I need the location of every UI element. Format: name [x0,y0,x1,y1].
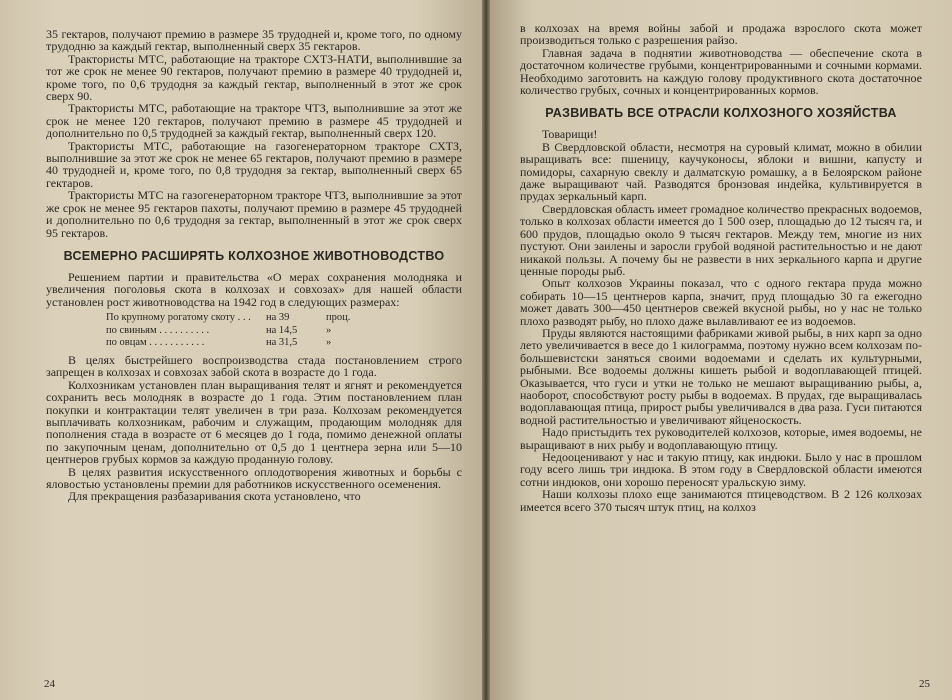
table-row [106,325,462,338]
page-number-left: 24 [44,678,55,690]
paragraph: Пруды являются настоящими фабриками живой рыбы, в них карп за одно лето увеличивается в весе до 1 килограмма, поэтому нужно всем колхозам по-большевистски заняться своими водоемами и сделать их культурными, рыбными. Все водоемы должны кишеть рыбой и водоплавающей птицей. Оказывается, что гуси и утки не только не мешают выращиванию рыбы, а, наоборот, способствуют росту рыбы в водоемах. В прудах, где выращивалась водоплавающая птица, прирост рыбы увеличивался в два раза. Гуси питаются водной растительностью и увеличивают яйценоскость. [520,325,922,427]
paragraph: В Свердловской области, несмотря на суровый климат, можно в обилии выращивать все: пшеницу, каучуконосы, яблоки и вишни, капусту и помидоры, сахарную свеклу и далматскую ромашку, а в Белоярском районе даже выращивают чай. Разводятся бронзовая индейка, культивируется в прудах зеркальный карп. [520,139,922,204]
table-row-value: на 39 [266,312,290,324]
table-row-value: на 31,5 [266,337,298,349]
left-page-bottom-text [46,354,462,503]
paragraph: в колхозах на время войны забой и продажа взрослого скота может производиться только с разрешения райзо. [520,21,922,48]
table-row-label: по овцам . . . . . . . . . . . [106,337,205,349]
paragraph: Для прекращения разбазаривания скота установлено, что [68,489,361,504]
table-row-value: на 14,5 [266,324,298,336]
left-section-intro: Решением партии и правительства «О мерах сохранения молодняка и увеличения поголовья скота в колхозах и совхозах» для нашей области установлен рост животноводства на 1942 год в следующих размерах: [46,269,462,309]
right-page-top-text [520,22,922,96]
paragraph: Трактористы МТС, работающие на тракторе ЧТЗ, выполнившие за этот же срок не менее 120 гектаров, получают премию в размере 45 трудодней и дополнительно по 0,5 трудодней за каждый гектар, выполненный сверх 120. [46,101,462,141]
paragraph: Товарищи! [542,127,598,142]
paragraph: Недооценивают у нас и такую птицу, как индюки. Было у нас в прошлом году всего лишь три индюка. В этом году в Свердловской области имеются сотни индюков, они хорошо переносят уральскую зиму. [520,450,922,489]
table-row-unit: » [326,324,332,336]
paragraph: Главная задача в поднятии животноводства — обеспечение скота в достаточном количестве грубыми, концентрированными и сочными кормами. Необходимо заготовить на каждую голову продуктивного скота достаточное количество грубых, сочных и концентрированных кормов. [520,45,922,98]
right-section-title: РАЗВИВАТЬ ВСЕ ОТРАСЛИ КОЛХОЗНОГО ХОЗЯЙСТВА [545,106,897,121]
left-section-title: ВСЕМЕРНО РАСШИРЯТЬ КОЛХОЗНОЕ ЖИВОТНОВОДСТВО [63,248,445,263]
left-page-top-text [46,28,462,239]
right-page [486,0,952,700]
paragraph: В целях развития искусственного оплодотворения животных и борьбы с яловостью установлены премии для работников искусственного осеменения. [46,464,462,491]
page-number-right: 25 [919,678,930,690]
paragraph: Трактористы МТС на газогенераторном тракторе ЧТЗ, выполнившие за этот же срок не менее 95 гектаров пахоты, получают премию в размере 45 трудодней и дополнительно по 0,6 трудодня за гектар, выполненный в этот же срок сверх 95 гектаров. [46,188,462,240]
paragraph: 35 гектаров, получают премию в размере 35 трудодней и, кроме того, по одному трудодню за каждый гектар, выполненный сверх 35 гектаров. [46,27,462,54]
paragraph: Надо пристыдить тех руководителей колхозов, которые, имея водоемы, не выращивают в них рыбу и водоплавающую птицу. [520,425,922,452]
table-row [106,337,462,350]
book-gutter [482,0,490,700]
paragraph: Трактористы МТС, работающие на газогенераторном тракторе СХТЗ, выполнившие за этот же срок не менее 65 гектаров, получают премию в размере 40 трудодней и, кроме того, по 0,8 трудодня за гектар, выполненный сверх 65 гектаров. [46,138,462,190]
paragraph: Колхозникам установлен план выращивания телят и ягнят и рекомендуется сохранить весь молодняк в возрасте до 1 года. Этим постановлением план покупки и контрактации телят увеличен в три раза. Колхозам рекомендуется выплачивать колхозникам, рабочим и служащим, продающим молодняк для пополнения стада в возрасте от 6 месяцев до 1 года, помимо денежной оплаты по закупочным ценам, дополнительно от 0,5 до 1 центнера зерна или 5—10 центнеров грубых кормов за каждую проданную голову. [46,377,462,467]
table-row-unit: » [326,337,332,349]
paragraph: Трактористы МТС, работающие на тракторе СХТЗ-НАТИ, выполнившие за тот же срок не менее 90 гектаров, получают премию в размере 40 трудодней и, кроме того, по 0,6 трудодня за каждый гектар, выполненный в этот же срок сверх 90. [46,51,462,104]
table-row-unit: проц. [326,312,351,324]
paragraph: Свердловская область имеет громадное количество прекрасных водоемов, только в колхозах области имеется до 1 500 озер, площадью до 12 тысяч га, и 600 прудов, площадью около 9 тысяч гектаров. Между тем, многие из них пустуют. Они заилены и заросли грубой водяной растительностью и не дают никакой пользы. А почему бы не развести в них зеркального карпа и другие ценные породы рыб. [520,201,922,278]
paragraph: Наши колхозы плохо еще занимаются птицеводством. В 2 126 колхозах имеется всего 370 тысяч штук птиц, на колхоз [520,487,922,514]
paragraph: Опыт колхозов Украины показал, что с одного гектара пруда можно собирать 10—15 центнеров карпа, значит, пруд площадью 30 га ежегодно может давать 300—450 центнеров свежей вкусной рыбы, но у нас не только плохо разводят рыбу, но плохо даже вылавливают ее из водоемов. [520,276,922,328]
right-page-bottom-text [520,128,922,513]
table-row [106,312,462,325]
paragraph: В целях быстрейшего воспроизводства стада постановлением строго запрещен в колхозах и совхозах забой скота в возрасте до 1 года. [46,352,462,380]
livestock-growth-table [106,312,462,350]
table-row-label: по свиньям . . . . . . . . . . [106,324,210,336]
table-row-label: По крупному рогатому скоту . . . [106,312,251,324]
